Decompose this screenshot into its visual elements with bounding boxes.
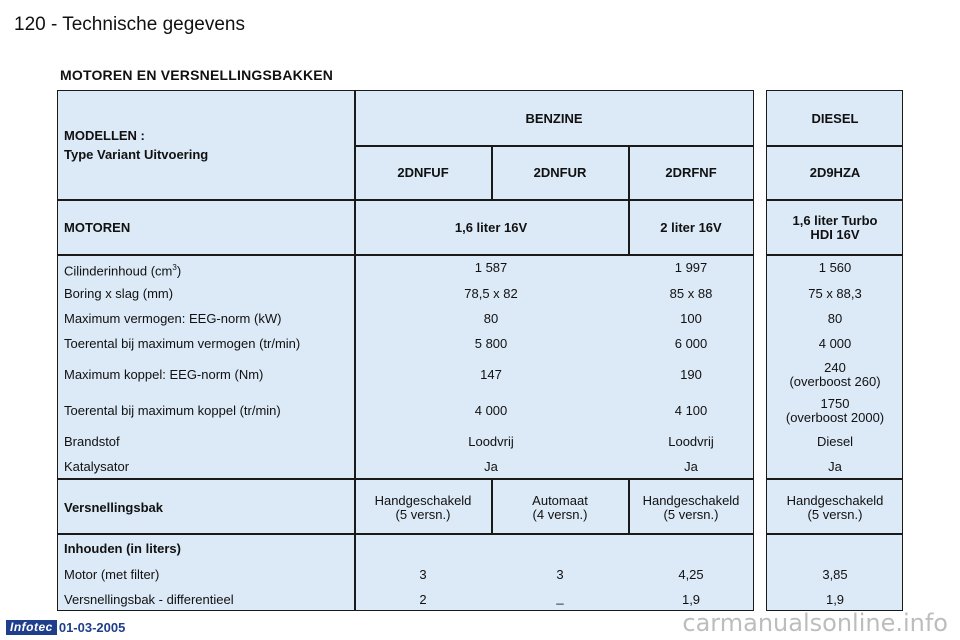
spec-b2-1: 85 x 88 <box>669 286 713 301</box>
gearbox-c1-line1: Handgeschakeld <box>374 493 472 508</box>
footer <box>6 619 125 635</box>
capacity-label-0: Motor (met filter) <box>64 567 160 582</box>
motor-benzine-16: 1,6 liter 16V <box>454 220 528 235</box>
spec-d-2: 80 <box>827 311 843 326</box>
capacity-c1-0: 3 <box>419 567 427 582</box>
spec-b16-0: 1 587 <box>474 260 508 275</box>
gearbox-c2-line2: (4 versn.) <box>532 507 588 522</box>
capacities-label: Inhouden (in liters) <box>64 541 181 556</box>
motor-diesel-line2: HDI 16V <box>810 227 860 242</box>
spec-b16-3: 5 800 <box>474 336 508 351</box>
code-2drfnf: 2DRFNF <box>665 165 717 180</box>
gearbox-c3-line2: (5 versn.) <box>663 507 719 522</box>
page-header: 120 - Technische gegevens <box>14 14 245 35</box>
spec-d-5: 1750 <box>820 396 850 411</box>
spec-b2-5: 4 100 <box>674 403 708 418</box>
spec-b2-2: 100 <box>680 311 702 326</box>
spec-b16-5: 4 000 <box>474 403 508 418</box>
capacity-c4-1: 1,9 <box>825 592 845 607</box>
spec-b16-6: Loodvrij <box>468 434 514 449</box>
gearbox-c3-line1: Handgeschakeld <box>642 493 740 508</box>
spec-d2-4: (overboost 260) <box>789 374 881 389</box>
infotec-logo: Infotec <box>6 620 57 635</box>
code-2dnfur: 2DNFUR <box>533 165 587 180</box>
capacity-c2-1: _ <box>556 590 564 605</box>
spec-d-4: 240 <box>824 360 846 375</box>
capacity-c1-1: 2 <box>419 592 427 607</box>
spec-label-4: Maximum koppel: EEG-norm (Nm) <box>64 367 264 382</box>
spec-d-1: 75 x 88,3 <box>808 286 862 301</box>
gearbox-c4-line2: (5 versn.) <box>807 507 863 522</box>
spec-b2-7: Ja <box>684 459 698 474</box>
spec-d2-5: (overboost 2000) <box>785 410 885 425</box>
spec-b2-3: 6 000 <box>674 336 708 351</box>
spec-b16-4: 147 <box>480 367 502 382</box>
spec-label-3: Toerental bij maximum vermogen (tr/min) <box>64 336 301 351</box>
capacity-c4-0: 3,85 <box>822 567 848 582</box>
spec-b16-2: 80 <box>483 311 499 326</box>
spec-label-0: Cilinderinhoud $(cm^3)$ <box>64 263 182 279</box>
spec-b2-6: Loodvrij <box>668 434 714 449</box>
spec-d-6: Diesel <box>816 434 854 449</box>
code-2dnfuf: 2DNFUF <box>397 165 449 180</box>
capacity-c3-1: 1,9 <box>681 592 701 607</box>
diesel-heading: DIESEL <box>811 111 859 126</box>
spec-label-2: Maximum vermogen: EEG-norm (kW) <box>64 311 282 326</box>
gearbox-label: Versnellingsbak <box>64 500 163 515</box>
gearbox-c4-line1: Handgeschakeld <box>786 493 884 508</box>
gearbox-c2-line1: Automaat <box>532 493 588 508</box>
benzine-heading: BENZINE <box>525 111 583 126</box>
models-label: MODELLEN : <box>64 128 145 143</box>
spec-b16-1: 78,5 x 82 <box>464 286 518 301</box>
spec-label-1: Boring x slag (mm) <box>64 286 174 301</box>
motoren-label: MOTOREN <box>64 220 131 235</box>
spec-d-7: Ja <box>828 459 842 474</box>
capacity-c2-0: 3 <box>556 567 564 582</box>
spec-b2-0: 1 997 <box>674 260 708 275</box>
type-label: Type Variant Uitvoering <box>64 147 209 162</box>
spec-d-3: 4 000 <box>818 336 852 351</box>
spec-b2-4: 190 <box>680 367 702 382</box>
gearbox-c1-line2: (5 versn.) <box>395 507 451 522</box>
spec-b16-7: Ja <box>484 459 498 474</box>
spec-label-5: Toerental bij maximum koppel (tr/min) <box>64 403 281 418</box>
code-2d9hza: 2D9HZA <box>809 165 861 180</box>
section-title: MOTOREN EN VERSNELLINGSBAKKEN <box>60 67 334 83</box>
motor-diesel-line1: 1,6 liter Turbo <box>792 213 878 228</box>
watermark: carmanualsonline.info <box>682 609 948 637</box>
capacity-c3-0: 4,25 <box>678 567 704 582</box>
capacity-label-1: Versnellingsbak - differentieel <box>64 592 234 607</box>
motor-benzine-2: 2 liter 16V <box>660 220 722 235</box>
spec-label-6: Brandstof <box>64 434 120 449</box>
spec-d-0: 1 560 <box>818 260 852 275</box>
footer-date: 01-03-2005 <box>58 619 126 635</box>
spec-label-7: Katalysator <box>64 459 130 474</box>
